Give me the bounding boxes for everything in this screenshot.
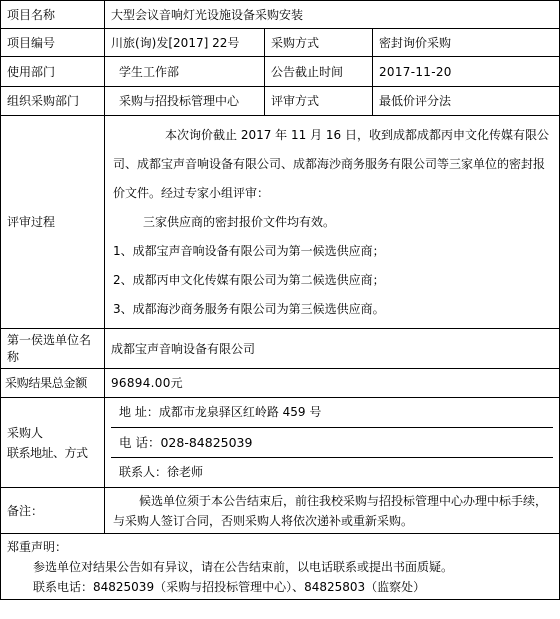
review-label: 评审过程	[1, 116, 105, 329]
method-value: 密封询价采购	[373, 29, 560, 57]
review-paragraph-valid: 三家供应商的密封报价文件均有效。	[143, 214, 336, 229]
statement-line-2: 联系电话：84825039（采购与招投标管理中心）、84825803（监察处）	[33, 579, 426, 594]
statement-title: 郑重声明：	[7, 539, 68, 554]
review-candidate-1: 1、成都宝声音响设备有限公司为第一候选供应商；	[113, 243, 385, 258]
row-winner	[1, 329, 560, 369]
contact-address: 地 址：成都市龙泉驿区红岭路 459 号	[111, 398, 553, 428]
project-name-value: 大型会议音响灯光设施设备采购安装	[105, 1, 560, 29]
remark-text: 候选单位须于本公告结束后，前往我校采购与招投标管理中心办理中标手续，与采购人签订合同，否则采购人将依次递补或重新采购。	[113, 493, 548, 528]
winner-value: 成都宝声音响设备有限公司	[105, 329, 560, 369]
remark-label: 备注：	[1, 488, 105, 534]
row-remark	[1, 488, 560, 534]
project-no-label: 项目编号	[1, 29, 105, 57]
review-paragraph-intro: 本次询价截止 2017 年 11 月 16 日，收到成都成都丙申文化传媒有限公司、成都宝声音响设备有限公司、成都海沙商务服务有限公司等三家单位的密封报价文件。经过专家小组评审：	[113, 127, 549, 200]
dept-label: 使用部门	[1, 57, 105, 87]
row-contact	[1, 398, 560, 488]
deadline-label: 公告截止时间	[265, 57, 373, 87]
method-label: 采购方式	[265, 29, 373, 57]
statement-line-1: 参选单位对结果公告如有异议，请在公告结束前，以电话联系或提出书面质疑。	[33, 559, 454, 574]
project-no-value: 川旅(询)发[2017] 22号	[105, 29, 265, 57]
review-method-value: 最低价评分法	[373, 87, 560, 116]
total-value: 96894.00元	[105, 369, 560, 398]
contact-person: 联系人：徐老师	[119, 465, 204, 479]
review-content	[105, 116, 560, 329]
row-project-no	[1, 29, 560, 57]
project-name-label: 项目名称	[1, 1, 105, 29]
review-candidate-3: 3、成都海沙商务服务有限公司为第三候选供应商。	[113, 301, 385, 316]
review-method-label: 评审方式	[265, 87, 373, 116]
contact-details	[105, 398, 560, 488]
total-label: 采购结果总金额	[1, 369, 105, 398]
dept-value: 学生工作部	[105, 57, 265, 87]
remark-content	[105, 488, 560, 534]
org-value: 采购与招投标管理中心	[105, 87, 265, 116]
row-statement	[1, 534, 560, 600]
row-org	[1, 87, 560, 116]
row-review	[1, 116, 560, 329]
review-candidate-2: 2、成都丙申文化传媒有限公司为第二候选供应商；	[113, 272, 385, 287]
contact-label-line1: 采购人	[7, 425, 44, 440]
contact-label-line2: 联系地址、方式	[7, 445, 88, 460]
deadline-value: 2017-11-20	[373, 57, 560, 87]
winner-label: 第一侯选单位名称	[1, 329, 105, 369]
statement-content	[1, 534, 560, 600]
contact-phone: 电 话：028-84825039	[111, 428, 553, 458]
contact-label	[1, 398, 105, 488]
row-project-name	[1, 1, 560, 29]
row-dept	[1, 57, 560, 87]
org-label: 组织采购部门	[1, 87, 105, 116]
row-total	[1, 369, 560, 398]
